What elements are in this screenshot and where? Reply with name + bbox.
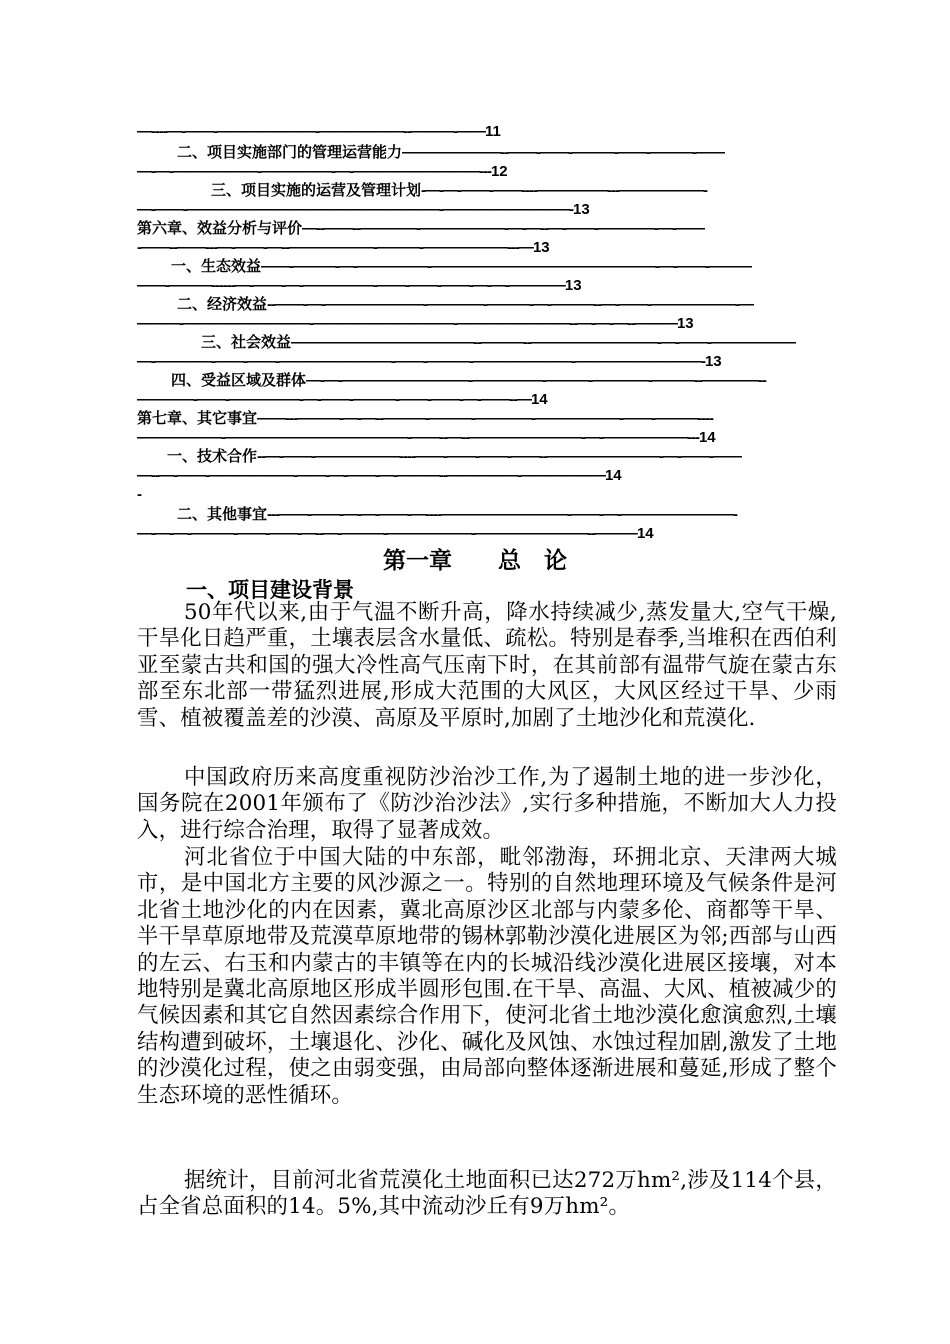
toc-line <box>137 333 839 352</box>
toc-line <box>137 276 839 295</box>
toc-line <box>137 257 839 276</box>
toc-entry: 四、受益区域及群体 <box>171 372 307 389</box>
toc-dash: —-—-—————————-—————-———-————-———--————-- <box>306 372 766 389</box>
toc-dash: —-—-—-———-——-——-—--—-———-——————-————————--——— <box>137 525 637 542</box>
toc-page-number: 13 <box>532 239 550 256</box>
toc-dash: ———-—————————-——————————-————————--—-—-—--——— <box>137 315 677 332</box>
toc-page-number: 14 <box>698 429 716 446</box>
toc-entry: 第六章、效益分析与评价 <box>137 220 303 237</box>
toc-dash: ——---———-—-—--———-———-————-——————-——-———---- <box>257 410 713 427</box>
body-paragraph: 50年代以来,由于气温不断升高，降水持续减少,蒸发量大,空气干燥,干旱化日趋严重，土壤表层含水量低、疏松。特别是春季,当堆积在西伯利亚至蒙古共和国的强大冷性高气压南下时，在其前部有温带气旋在蒙古东部至东北部一带猛烈进展,形成大范围的大风区，大风区经过干旱、少雨雪、植被覆盖差的沙漠、高原及平原时,加剧了土地沙化和荒漠化. <box>137 600 837 731</box>
toc-dash: —----—-——-———————-——————--———-—— <box>137 123 485 140</box>
body-paragraph: 中国政府历来高度重视防沙治沙工作,为了遏制土地的进一步沙化，国务院在2001年颁布了《防沙治沙法》,实行多种措施，不断加大人力投入，进行综合治理，取得了显著成效。 <box>137 765 837 843</box>
body-paragraph: 河北省位于中国大陆的中东部，毗邻渤海，环拥北京、天津两大城市，是中国北方主要的风沙源之一。特别的自然地理环境及气候条件是河北省土地沙化的内在因素，冀北高原沙区北部与内蒙多伦、商都等干旱、半干旱草原地带及荒漠草原地带的锡林郭勒沙漠化进展区为邻;西部与山西的左云、右玉和内蒙古的丰镇等在内的长城沿线沙漠化进展区接壤，对本地特别是冀北高原地区形成半圆形包围.在干旱、高温、大风、植被减少的气候因素和其它自然因素综合作用下，使河北省土地沙漠化愈演愈烈,土壤结构遭到破坏，土壤退化、沙化、碱化及风蚀、水蚀过程加剧,激发了土地的沙漠化过程，使之由弱变强，由局部向整体逐渐进展和蔓延,形成了整个生态环境的恶性循环。 <box>137 845 837 1108</box>
toc-page-number: 12 <box>490 163 508 180</box>
toc-page-number: 13 <box>564 277 582 294</box>
toc-line <box>137 524 839 543</box>
toc-page-number: 14 <box>636 525 654 542</box>
toc-line <box>137 143 839 162</box>
toc-dash: ——————-—————————————-——--—--————————-—-——————--- <box>137 429 699 446</box>
toc-dash: —-—-——————-—————-—-—————————--- <box>137 163 491 180</box>
toc-line <box>137 505 839 524</box>
toc-dash: —-——-——————————————————-—————————- <box>137 201 573 218</box>
chapter-title: 第一章 总 论 <box>383 547 567 574</box>
toc-line <box>137 219 839 238</box>
toc-line <box>137 238 839 257</box>
toc-line <box>137 485 839 504</box>
toc-dash: ————-——-—————-—-——-———-——-——-—-——--— <box>137 391 531 408</box>
section-title: 一、项目建设背景 <box>186 577 354 602</box>
toc-dash: —--—-——-——————-——-—-——-—-———--—————-—————— <box>137 467 605 484</box>
toc-line <box>137 428 839 447</box>
toc-dash: ——-———------—-——-—-—————-——-——-——-—-—-———— <box>137 277 565 294</box>
toc-dash: -—-—-——-——----—————---——————- <box>421 182 707 199</box>
toc-dash: - <box>137 486 141 503</box>
toc-line <box>137 181 839 200</box>
toc-entry: 二、项目实施部门的管理运营能力 <box>177 144 403 161</box>
toc-dash: -——--——---—-——-—--——————-———-——————---— <box>137 239 533 256</box>
toc-line <box>137 371 839 390</box>
toc-entry: 二、其他事宜 <box>177 506 268 523</box>
toc-page-number: 13 <box>704 353 722 370</box>
toc-page-number: 13 <box>676 315 694 332</box>
toc-line <box>137 390 839 409</box>
toc-line <box>137 352 839 371</box>
toc-line <box>137 447 839 466</box>
toc-entry: 三、项目实施的运营及管理计划 <box>211 182 422 199</box>
toc-line <box>137 314 839 333</box>
toc-line <box>137 200 839 219</box>
toc-dash: ---——-——-—-—-——-—----—————————-——-—-————————- <box>267 506 737 523</box>
toc-entry: 一、生态效益 <box>171 258 262 275</box>
toc-dash: --—-——-——————----——-——-——-——--————————-—-——-—— <box>257 448 741 465</box>
toc-page-number: 13 <box>572 201 590 218</box>
toc-line <box>137 162 839 181</box>
toc-dash: —————————————--———--—————————-—-——-—————— <box>291 334 795 351</box>
toc-entry: 三、社会效益 <box>201 334 292 351</box>
toc-entry: 一、技术合作 <box>167 448 258 465</box>
body-paragraph: 据统计，目前河北省荒漠化土地面积已达272万hm²,涉及114个县，占全省总面积的14。5%,其中流动沙丘有9万hm²。 <box>137 1168 837 1220</box>
toc-entry: 二、经济效益 <box>177 296 268 313</box>
toc-dash: —-————-——-——-————————-——-———-———————-—————————- <box>137 353 705 370</box>
toc-page-number: 14 <box>604 467 622 484</box>
toc-dash: ———————--——-——-———-——-———-—— <box>402 144 724 161</box>
toc-page-number: 11 <box>484 123 501 140</box>
toc-line <box>137 409 839 428</box>
toc-dash: --——-—-———————-————-———-—-———--—-——-——————-— <box>267 296 753 313</box>
toc-dash: —--——--————-——————-—-—--—-——-————-—-—— <box>302 220 704 237</box>
toc-line <box>137 466 839 485</box>
toc-line <box>137 295 839 314</box>
toc-line <box>137 122 839 141</box>
toc-dash: ——-———-—-—————-————————————————-—-——-——— <box>261 258 751 275</box>
toc-entry: 第七章、其它事宜 <box>137 410 258 427</box>
toc-page-number: 14 <box>530 391 548 408</box>
